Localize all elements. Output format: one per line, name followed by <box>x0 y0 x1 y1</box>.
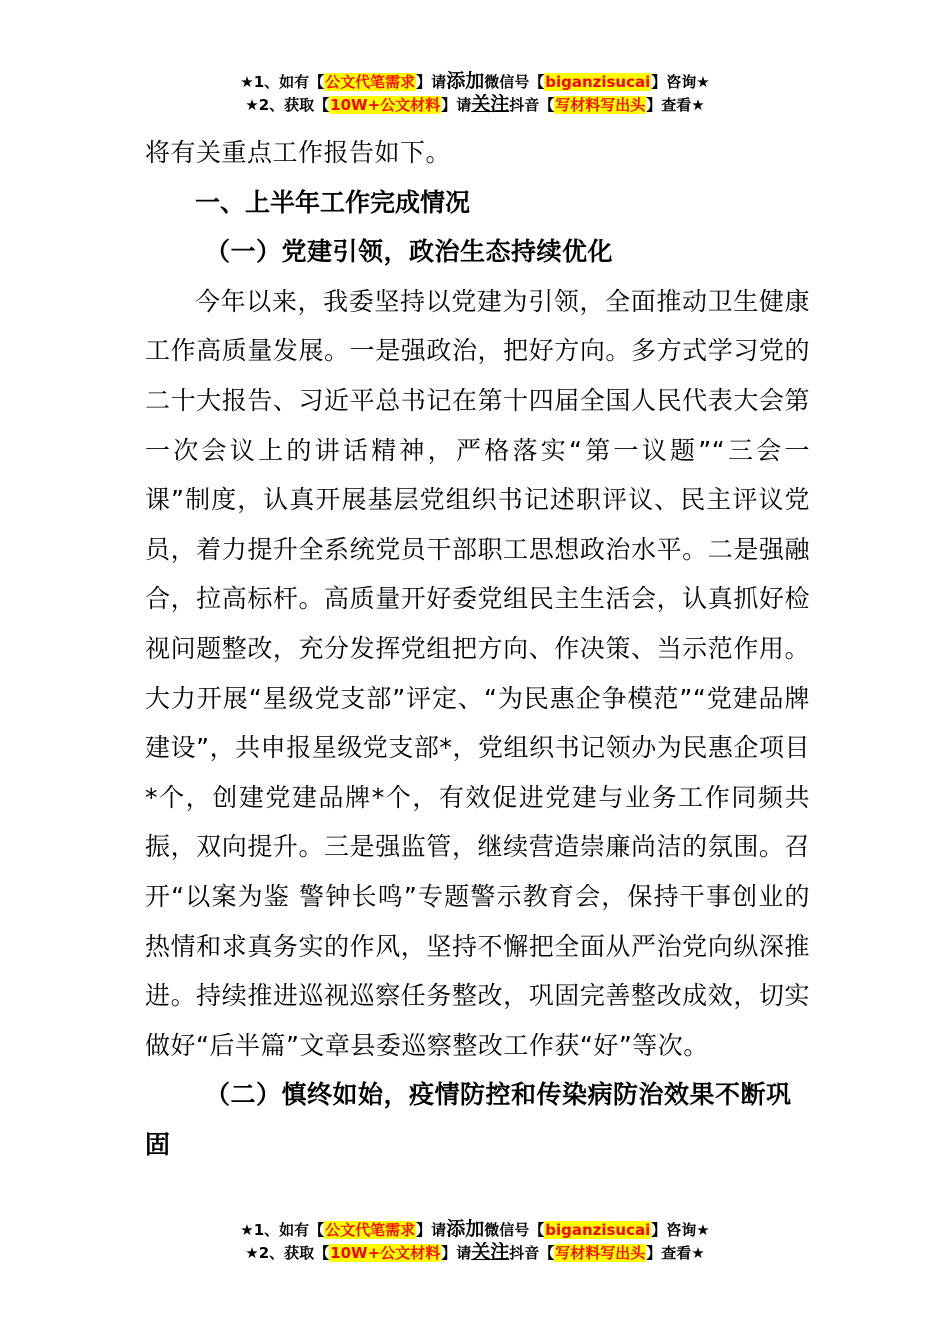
banner-highlight: 公文代笔需求 <box>325 1221 416 1239</box>
banner-text: 抖音【 <box>509 1244 555 1262</box>
banner-line-2 <box>0 93 950 116</box>
banner-line-1 <box>0 70 950 93</box>
section-heading: 一、上半年工作完成情况 <box>195 187 471 217</box>
banner-text: 微信号【 <box>484 73 545 91</box>
bottom-banner <box>0 1218 950 1264</box>
subsection-heading: （一）党建引领，政治生态持续优化 <box>205 237 614 267</box>
banner-emphasis: 添加 <box>446 1218 485 1240</box>
banner-highlight: 写材料写出头 <box>555 1244 646 1262</box>
banner-emphasis: 关注 <box>471 1241 510 1263</box>
banner-text: ★2、获取【 <box>245 1244 330 1262</box>
banner-text: ★2、获取【 <box>245 96 330 114</box>
banner-text: 抖音【 <box>509 96 555 114</box>
banner-text: 】咨询★ <box>651 1221 710 1239</box>
banner-text: 】请 <box>416 73 447 91</box>
banner-text: 】请 <box>441 96 472 114</box>
banner-text: ★1、如有【 <box>240 73 325 91</box>
document-body <box>145 128 810 1169</box>
banner-line-2 <box>0 1241 950 1264</box>
banner-emphasis: 关注 <box>471 93 510 115</box>
intro-line: 将有关重点工作报告如下。 <box>145 138 452 167</box>
banner-text: 】请 <box>416 1221 447 1239</box>
banner-highlight: 公文代笔需求 <box>325 73 416 91</box>
banner-highlight: 10W+公文材料 <box>330 96 441 114</box>
banner-text: 】查看★ <box>646 1244 705 1262</box>
banner-text: 】咨询★ <box>651 73 710 91</box>
top-banner <box>0 70 950 116</box>
banner-text: 】查看★ <box>646 96 705 114</box>
banner-line-1 <box>0 1218 950 1241</box>
banner-highlight: 10W+公文材料 <box>330 1244 441 1262</box>
banner-highlight: biganzisucai <box>545 73 651 91</box>
subsection-heading: （二）慎终如始，疫情防控和传染病防治效果不断巩固 <box>145 1080 792 1159</box>
banner-emphasis: 添加 <box>446 70 485 92</box>
banner-highlight: biganzisucai <box>545 1221 651 1239</box>
body-paragraph: 今年以来，我委坚持以党建为引领，全面推动卫生健康工作高质量发展。一是强政治，把好方向。多方式学习党的二十大报告、习近平总书记在第十四届全国人民代表大会第一次会议上的讲话精神，严格落实“第一议题”“三会一课”制度，认真开展基层党组织书记述职评议、民主评议党员，着力提升全系统党员干部职工思想政治水平。二是强融合，拉高标杆。高质量开好委党组民主生活会，认真抓好检视问题整改，充分发挥党组把方向、作决策、当示范作用。大力开展“星级党支部”评定、“为民惠企争模范”“党建品牌建设”，共申报星级党支部*，党组织书记领办为民惠企项目*个，创建党建品牌*个，有效促进党建与业务工作同频共振，双向提升。三是强监管，继续营造崇廉尚洁的氛围。召开“以案为鉴 警钟长鸣”专题警示教育会，保持干事创业的热情和求真务实的作风，坚持不懈把全面从严治党向纵深推进。持续推进巡视巡察任务整改，巩固完善整改成效，切实做好“后半篇”文章县委巡察整改工作获“好”等次。 <box>145 286 810 1060</box>
banner-text: 微信号【 <box>484 1221 545 1239</box>
banner-text: ★1、如有【 <box>240 1221 325 1239</box>
banner-highlight: 写材料写出头 <box>555 96 646 114</box>
banner-text: 】请 <box>441 1244 472 1262</box>
